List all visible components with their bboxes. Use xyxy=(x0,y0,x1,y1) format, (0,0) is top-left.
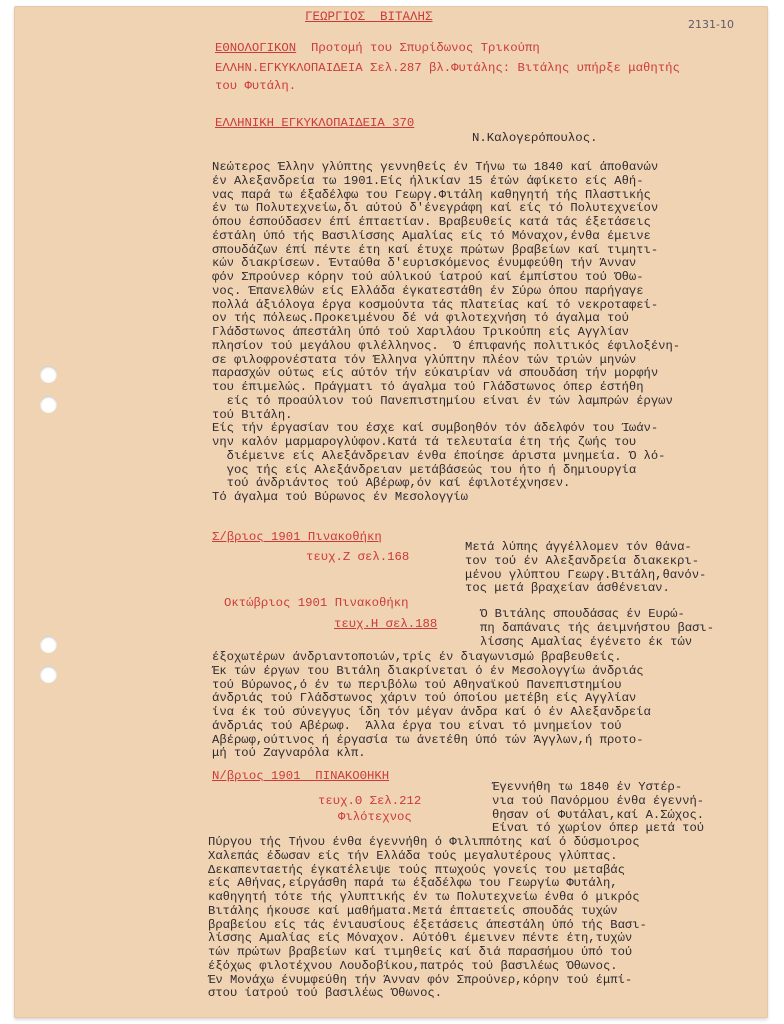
text-line: Πύργου τής Τήνου ένθα έγεννήθη ό Φιλιππότης καί ό δύσμοιρος xyxy=(208,835,640,849)
ref5-label: Ν/βριος 1901 ΠΙΝΑΚΟΘΗΚΗ xyxy=(212,769,390,783)
text-line: έξοχωτέρων άνδριαντοποιών,τρίς έν διαγωνισμώ βραβευθείς. xyxy=(212,650,622,664)
text-line: άνδριάς τού Γλάδστωνος χάριν τού όποίου μετέβη είς Αγγλίαν xyxy=(212,691,637,706)
ref1-line2: ΕΛΛΗΝ.ΕΓΚΥΚΛΟΠΑΙΔΕΙΑ Σελ.287 βλ.Φυτάλης: Βιτάλης υπήρξε μαθητής xyxy=(215,61,680,75)
text-line: καθηγητή τότε τής γλυπτικής έν τω Πολυτεχνείω ένθα ό μικρός xyxy=(208,890,640,904)
text-line: Ό Βιτάλης σπουδάσας έν Ευρώ- xyxy=(480,607,685,621)
text-line: Αβέρωφ,ούτινος ή έργασία τω άνετέθη ύπό τών Άγγλων,ή προτο- xyxy=(212,732,644,747)
text-line: έν τω Πολυτεχνείω,δι αύτού δ'ένεγράφη καί είς τό Πολυτεχνείον xyxy=(212,201,659,216)
text-line: Τό άγαλμα τού Βύρωνος έν Μεσολογγίω xyxy=(212,490,468,504)
ref5-text xyxy=(208,836,647,1001)
text-line: τος μετά βραχείαν άσθένειαν. xyxy=(465,581,670,596)
text-line: τού άνδριάντος τού Αβέρωφ,όν καί έφιλοτέχνησεν. xyxy=(212,476,571,491)
ref1-line1 xyxy=(215,42,540,56)
text-line: Μετά λύπης άγγέλλομεν τόν θάνα- xyxy=(465,540,692,554)
text-line: νια τού Πανόρμου ένθα έγεννή- xyxy=(492,793,705,808)
text-line: Δεκαπενταετής έγκατέλειψε τούς πτωχούς γονείς του μεταβάς xyxy=(208,862,625,877)
text-line: λίσσης Αμαλίας είς Μόναχον. Αύτόθι έμεινεν πέντε έτη,τυχών xyxy=(208,931,633,946)
text-line: πλησίον τού μεγάλου φιλέλληνος. Ό έπιφανής πολιτικός έφιλοξένη- xyxy=(212,338,681,353)
pencil-note: 2131-10 xyxy=(688,18,734,31)
ref2-source: ΕΛΛΗΝΙΚΗ ΕΓΚΥΚΛΟΠΑΙΔΕΙΑ 370 xyxy=(215,116,415,130)
text-line: είς Αθήνας,είργάσθη παρά τω έξαδέλφω του Γεωργίω Φυτάλη, xyxy=(208,876,618,891)
text-line: Γλάδστωνος άπεστάλη ύπό τού Χαριλάου Τρικούπη είς Αγγλίαν xyxy=(212,325,629,339)
ref5-text-right xyxy=(492,781,704,836)
ref4-sub: τευχ.Η σελ.188 xyxy=(334,617,438,631)
text-line: νας παρά τω έξαδέλφω του Γεωργ.Φιτάλη καθηγητή τής Πλαστικής xyxy=(212,187,651,202)
text-line: τον τού έν Αλεξανδρεία διακεκρι- xyxy=(465,553,700,568)
text-line: διέμεινε είς Αλεξάνδρειαν ένθα έποίησε άριστα μνημεία. Ό λό- xyxy=(212,448,666,463)
text-line: Βιτάλης ήκουσε καί μαθήματα.Μετά έπταετείς σπουδάς τυχών xyxy=(208,903,618,918)
text-line: τών πρώτων βραβείων καί τιμηθείς καί διά παρασήμου ύπό τού xyxy=(208,945,633,959)
punch-hole xyxy=(40,666,57,683)
text-line: στου ίατρού τού βασιλέως Όθωνος. xyxy=(208,986,443,1001)
text-line: Είς τήν έργασίαν του έσχε καί συμβοηθόν τόν άδελφόν του Ίωάν- xyxy=(212,421,659,436)
text-line: όπου έσπούδασεν έπί έπταετίαν. Βραβευθείς κατά τάς έξετάσεις xyxy=(212,215,651,229)
text-line: τού Βύρωνος,ό έν τω περιβόλω τού Αθηναϊκού Πανεπιστημίου xyxy=(212,677,622,692)
text-line: νην καλόν μαρμαρογλύφον.Κατά τά τελευταία έτη τής ζωής του xyxy=(212,435,637,449)
ref3-label: Σ/βριος 1901 Πινακοθήκη xyxy=(212,530,382,544)
text-line: μένου γλύπτου Γεωργ.Βιτάλη,θανόν- xyxy=(465,567,707,582)
header-title: ΓΕΩΡΓΙΟΣ ΒΙΤΑΛΗΣ xyxy=(305,10,433,24)
text-line: είς τό προαύλιον τού Πανεπιστημίου είναι έν τών λαμπρών έργων xyxy=(212,393,673,408)
ref4-text-right xyxy=(480,608,714,649)
ref2-author: Ν.Καλογερόπουλος. xyxy=(472,131,598,145)
punch-hole xyxy=(40,366,57,383)
text-line: έν Αλεξανδρεία τω 1901.Είς ήλικίαν 15 έτών άφίκετο είς Αθή- xyxy=(212,173,644,188)
text-line: βραβείου είς τάς ένιαυσίους έξετάσεις άπεστάλη ύπό τής Βασι- xyxy=(208,917,647,932)
text-line: ίνα έκ τού σύνεγγυς ίδη τόν μέγαν άνδρα καί ό έν Αλεξανδρεία xyxy=(212,705,651,719)
ref1-line3: του Φυτάλη. xyxy=(215,79,297,93)
ref5-sub2: Φιλότεχνος xyxy=(338,810,412,824)
text-line: Έκ τών έργων του Βιτάλη διακρίνεται ό έν Μεσολογγίω άνδριάς xyxy=(212,663,644,678)
text-line: Έγεννήθη τω 1840 έν Υστέρ- xyxy=(492,780,683,794)
text-line: παρασχών ούτως είς αύτόν τήν εύκαιρίαν νά σπουδάση τήν μορφήν xyxy=(212,366,659,381)
ref4-label: Οκτώβριος 1901 Πινακοθήκη xyxy=(224,596,409,610)
text-line: σπουδάζων έπί πέντε έτη καί έτυχε πρώτων βραβείων καί τιμητι- xyxy=(212,242,659,257)
text-line: άνδριάς τού Αβέρωφ. Άλλα έργα του είναι τό μνημείον τού xyxy=(212,718,622,733)
paragraph1 xyxy=(212,161,680,505)
text-line: θησαν οί Φυτάλαι,καί Α.Σώχος. xyxy=(492,807,705,822)
ref1-source: ΕΘΝΟΛΟΓΙΚΟΝ xyxy=(215,41,297,55)
text-line: Έν Μονάχω ένυμφεύθη τήν Άνναν φόν Σπρούνερ,κόρην τού έμπί- xyxy=(208,972,633,987)
text-line: κών διακρίσεων. Ένταύθα δ'ευρισκόμενος ένυμφεύθη τήν Άνναν xyxy=(212,256,637,271)
text-line: σε φιλοφρονέστατα τόν Έλληνα γλύπτην πλέον τών τριών μηνών xyxy=(212,352,637,367)
ref4-text xyxy=(212,651,651,761)
text-line: πη δαπάναις τής άειμνήστου βασι- xyxy=(480,620,715,635)
text-line: Είναι τό χωρίον όπερ μετά τού xyxy=(492,821,705,836)
text-line: νος. Έπανελθών είς Ελλάδα έγκατεστάθη έν Σύρω όπου παρήγαγε xyxy=(212,283,644,298)
text-line: Χαλεπάς έδωσαν είς τήν Ελλάδα τούς μεγαλυτέρους γλύπτας. xyxy=(208,848,618,863)
text-line: τού Βιτάλη. xyxy=(212,407,293,422)
punch-hole xyxy=(40,636,57,653)
text-line: λίσσης Αμαλίας έγένετο έκ τών xyxy=(480,634,693,649)
ref5-sub: τευχ.Θ Σελ.212 xyxy=(318,794,422,808)
text-line: φόν Σπρούνερ κόρην τού αύλικού ίατρού καί έμπίστου τού Όθω- xyxy=(212,270,644,284)
punch-hole xyxy=(40,396,57,413)
text-line: ον τής πόλεως.Προκειμένου δέ νά φιλοτεχνήση τό άγαλμα τού xyxy=(212,311,629,326)
ref3-sub: τευχ.Ζ σελ.168 xyxy=(306,550,410,564)
ref1-text: Προτομή του Σπυρίδωνος Τρικούπη xyxy=(296,41,540,55)
text-line: Νεώτερος Έλλην γλύπτης γεννηθείς έν Τήνω τω 1840 καί άποθανών xyxy=(212,160,659,174)
text-line: έξόχως φιλοτέχνου Λουδοβίκου,πατρός τού βασιλέως Όθωνος. xyxy=(208,958,618,973)
ref3-text xyxy=(465,541,706,596)
text-line: του έπιμελώς. Πράγματι τό άγαλμα τού Γλάδστωνος όπερ έστήθη xyxy=(212,380,644,394)
text-line: γος τής είς Αλεξάνδρειαν μετάβάσεώς του ήτο ή δημιουργία xyxy=(212,462,637,477)
text-line: έστάλη ύπό τής Βασιλίσσης Αμαλίας είς τό Μόναχον,ένθα έμεινε xyxy=(212,228,651,243)
text-line: μή τού Ζαγναρόλα κλπ. xyxy=(212,746,366,761)
text-line: πολλά άξιόλογα έργα κοσμούντα τάς πλατείας καί τό νεκροταφεί- xyxy=(212,297,659,312)
